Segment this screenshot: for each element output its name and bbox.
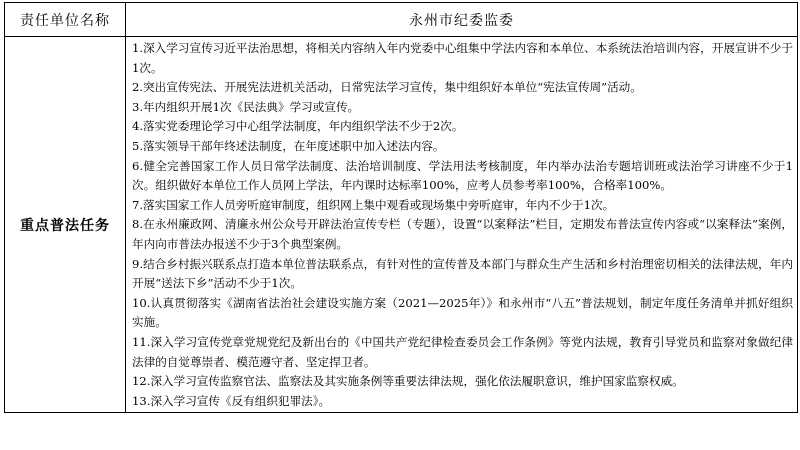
task-item-8: 8.在永州廉政网、清廉永州公众号开辟法治宣传专栏（专题），设置“以案释法”栏目，定期发布普法宣传内容或“以案释法”案例，年内向市普法办报送不少于3个典型案例。 bbox=[132, 217, 793, 251]
row-label-key-tasks: 重点普法任务 bbox=[5, 37, 126, 413]
task-item-6: 6.健全完善国家工作人员日常学法制度、法治培训制度、学法用法考核制度，年内举办法治专题培训班或法治学习讲座不少于1次。组织做好本单位工作人员网上学法，年内课时达标率100%，应考人员参考率100%，合格率100%。 bbox=[132, 158, 793, 193]
task-item-10: 10.认真贯彻落实《湖南省法治社会建设实施方案（2021—2025年）》和永州市“八五”普法规划，制定年度任务清单并抓好组织实施。 bbox=[132, 295, 793, 330]
task-item-3: 3.年内组织开展1次《民法典》学习或宣传。 bbox=[132, 99, 360, 114]
table-header-row bbox=[5, 3, 798, 37]
header-unit-value: 永州市纪委监委 bbox=[126, 3, 798, 37]
task-item-1: 1.深入学习宣传习近平法治思想，将相关内容纳入年内党委中心组集中学法内容和本单位、本系统法治培训内容，开展宣讲不少于1次。 bbox=[132, 41, 793, 75]
responsibility-table bbox=[4, 2, 798, 413]
task-item-4: 4.落实党委理论学习中心组学法制度，年内组织学法不少于2次。 bbox=[132, 119, 464, 134]
task-item-5: 5.落实领导干部年终述法制度，在年度述职中加入述法内容。 bbox=[132, 138, 445, 153]
task-item-2: 2.突出宣传宪法、开展宪法进机关活动，日常宪法学习宣传，集中组织好本单位“宪法宣传周”活动。 bbox=[132, 80, 642, 95]
task-item-7: 7.落实国家工作人员旁听庭审制度，组织网上集中观看或现场集中旁听庭审，年内不少于1次。 bbox=[132, 197, 615, 212]
task-row bbox=[5, 37, 798, 413]
header-unit-name: 责任单位名称 bbox=[5, 3, 126, 37]
task-item-12: 12.深入学习宣传监察官法、监察法及其实施条例等重要法律法规，强化依法履职意识，维护国家监察权威。 bbox=[132, 374, 684, 389]
task-item-9: 9.结合乡村振兴联系点打造本单位普法联系点，有针对性的宣传普及本部门与群众生产生活和乡村治理密切相关的法律法规，年内开展“送法下乡”活动不少于1次。 bbox=[132, 256, 793, 291]
task-item-11: 11.深入学习宣传党章党规党纪及新出台的《中国共产党纪律检查委员会工作条例》等党内法规，教育引导党员和监察对象做纪律法律的自觉尊崇者、模范遵守者、坚定捍卫者。 bbox=[132, 334, 793, 369]
task-list-cell bbox=[126, 37, 798, 413]
task-item-13: 13.深入学习宣传《反有组织犯罪法》。 bbox=[132, 393, 331, 408]
